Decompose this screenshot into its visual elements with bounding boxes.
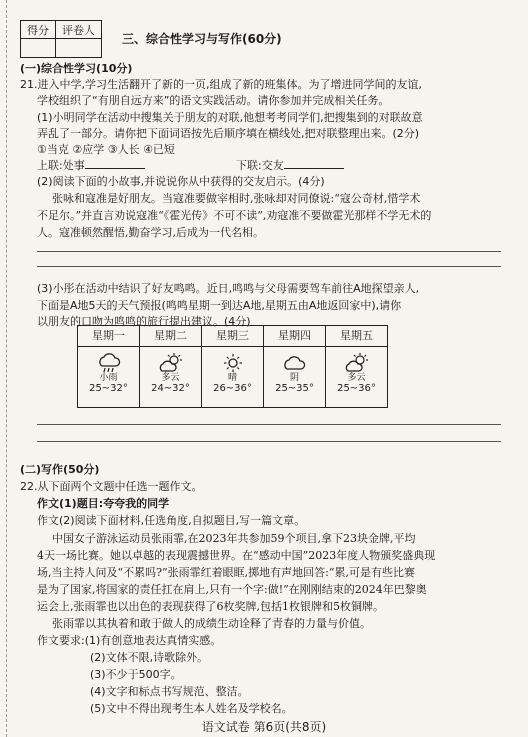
essay-title-1 [37,495,169,511]
lower-couplet-blank[interactable] [284,157,344,169]
answer-line[interactable] [37,266,501,267]
forecast-cell [326,347,388,408]
upper-couplet-label: 上联:处事 [37,159,85,172]
forecast-cell [78,347,140,408]
forecast-condition: 晴 [227,373,237,383]
forecast-cell [202,347,264,408]
partly-cloudy-icon [343,353,371,373]
material-line4: 是为了国家,将国家的责任扛在肩上,只有一个字:做!”在刚刚结束的2024年巴黎奥 [37,583,427,596]
forecast-cell [264,347,326,408]
material-line5: 运会上,张雨霏也以出色的表现获得了6枚奖牌,包括1枚银牌和5枚铜牌。 [37,600,384,613]
q22-text: 22.从下面两个文题中任选一题作文。 [20,480,203,493]
task1-options: ①当克 ②应学 ③人长 ④已短 [37,143,175,156]
grader-label: 评卷人 [56,21,102,39]
upper-couplet [37,157,145,173]
story-line2: 不足尔。”并直言劝说寇准“《霍光传》不可不读”,劝寇准不要做霍光那样不学无术的 [37,209,432,222]
task2-text: (2)阅读下面的小故事,并说说你从中获得的交友启示。(4分) [37,175,325,188]
requirement-4: (4)文字和标点书写规范、整洁。 [90,685,249,698]
task3-text-line1: (3)小彤在活动中结识了好友鸣鸣。近日,鸣鸣与父母需要驾车前往A地探望亲人, [37,282,420,295]
q21-text-line1: 21.进入中学,学习生活翻开了新的一页,组成了新的班集体。为了增进同学间的友谊, [20,78,422,91]
requirement-2: (2)文体不限,诗歌除外。 [90,651,209,664]
answer-line[interactable] [37,424,501,425]
sun-icon [219,353,247,373]
forecast-condition: 多云 [161,373,180,383]
task1-text-line1: (1)小明同学在活动中搜集关于朋友的对联,他想考考同学们,把搜集到的对联故意 [37,111,423,124]
forecast-condition: 小雨 [99,373,118,383]
forecast-temp: 25~36° [337,383,376,394]
forecast-temp: 26~36° [213,383,252,394]
part1-heading: (一)综合性学习(10分) [20,62,133,75]
forecast-day: 星期四 [264,326,326,347]
forecast-day: 星期五 [326,326,388,347]
answer-line[interactable] [37,441,501,442]
lower-couplet-label: 下联:交友 [236,159,284,172]
binding-margin-line [6,0,7,737]
answer-line[interactable] [37,251,501,252]
task3-text-line3: 以朋友的口吻为鸣鸣的旅行提出建议。(4分) [37,315,251,328]
q21-text-line2: 学校组织了“有朋自远方来”的语文实践活动。请你参加并完成相关任务。 [37,94,390,107]
grader-cell[interactable] [56,39,102,58]
task1-text-line2: 弄乱了一部分。请你把下面词语按先后顺序填在横线处,把对联整理出来。(2分) [37,127,420,140]
forecast-temp: 25~32° [89,383,128,394]
forecast-temp: 25~35° [275,383,314,394]
lower-couplet [236,157,344,173]
cloud-icon [281,353,309,373]
forecast-condition: 阴 [289,373,299,383]
forecast-condition: 多云 [347,373,366,383]
score-box [20,20,102,58]
essay-title-1-text: 作文(1)题目:夸夸我的同学 [37,497,170,510]
forecast-day: 星期二 [140,326,202,347]
page-footer: 语文试卷 第6页(共8页) [201,720,327,734]
part2-heading: (二)写作(50分) [20,463,100,476]
material-line1: 中国女子游泳运动员张雨霏,在2023年共参加59个项目,拿下23块金牌,平均 [52,532,416,545]
partly-cloudy-icon [157,353,185,373]
forecast-day: 星期一 [78,326,140,347]
requirement-1: 作文要求:(1)有创意地表达真情实感。 [37,634,222,647]
score-label: 得分 [21,21,56,39]
score-cell[interactable] [21,39,56,58]
forecast-temp: 24~32° [151,383,190,394]
material-line6: 张雨霏以其执着和敢于做人的成绩生动诠释了青春的力量与价值。 [52,617,371,630]
story-line1: 张咏和寇准是好朋友。当寇准要做宰相时,张咏却对同僚说:“寇公奇材,惜学术 [52,192,421,205]
task3-text-line2: 下面是A地5天的天气预报(鸣鸣星期一到达A地,星期五由A地返回家中),请你 [37,299,402,312]
requirement-5: (5)文中不得出现考生本人姓名及学校名。 [90,702,293,715]
section-title: 三、综合性学习与写作(60分) [122,32,282,46]
upper-couplet-blank[interactable] [85,157,145,169]
material-line3: 场,当主持人问及“不累吗?”张雨霏红着眼眶,掷地有声地回答:“累,可是有些比赛 [37,566,415,579]
material-line2: 4天一场比赛。她以卓越的表现震撼世界。在“感动中国”2023年度人物颁奖盛典现 [37,549,436,562]
weather-forecast-table [77,325,388,408]
forecast-cell [140,347,202,408]
story-line3: 人。寇准顿然醒悟,勤奋学习,后成为一代名相。 [37,226,264,239]
essay-title-2: 作文(2)阅读下面材料,任选角度,自拟题目,写一篇文章。 [37,514,306,527]
rain-icon [95,353,123,373]
forecast-day: 星期三 [202,326,264,347]
requirement-3: (3)不少于500字。 [90,668,182,681]
